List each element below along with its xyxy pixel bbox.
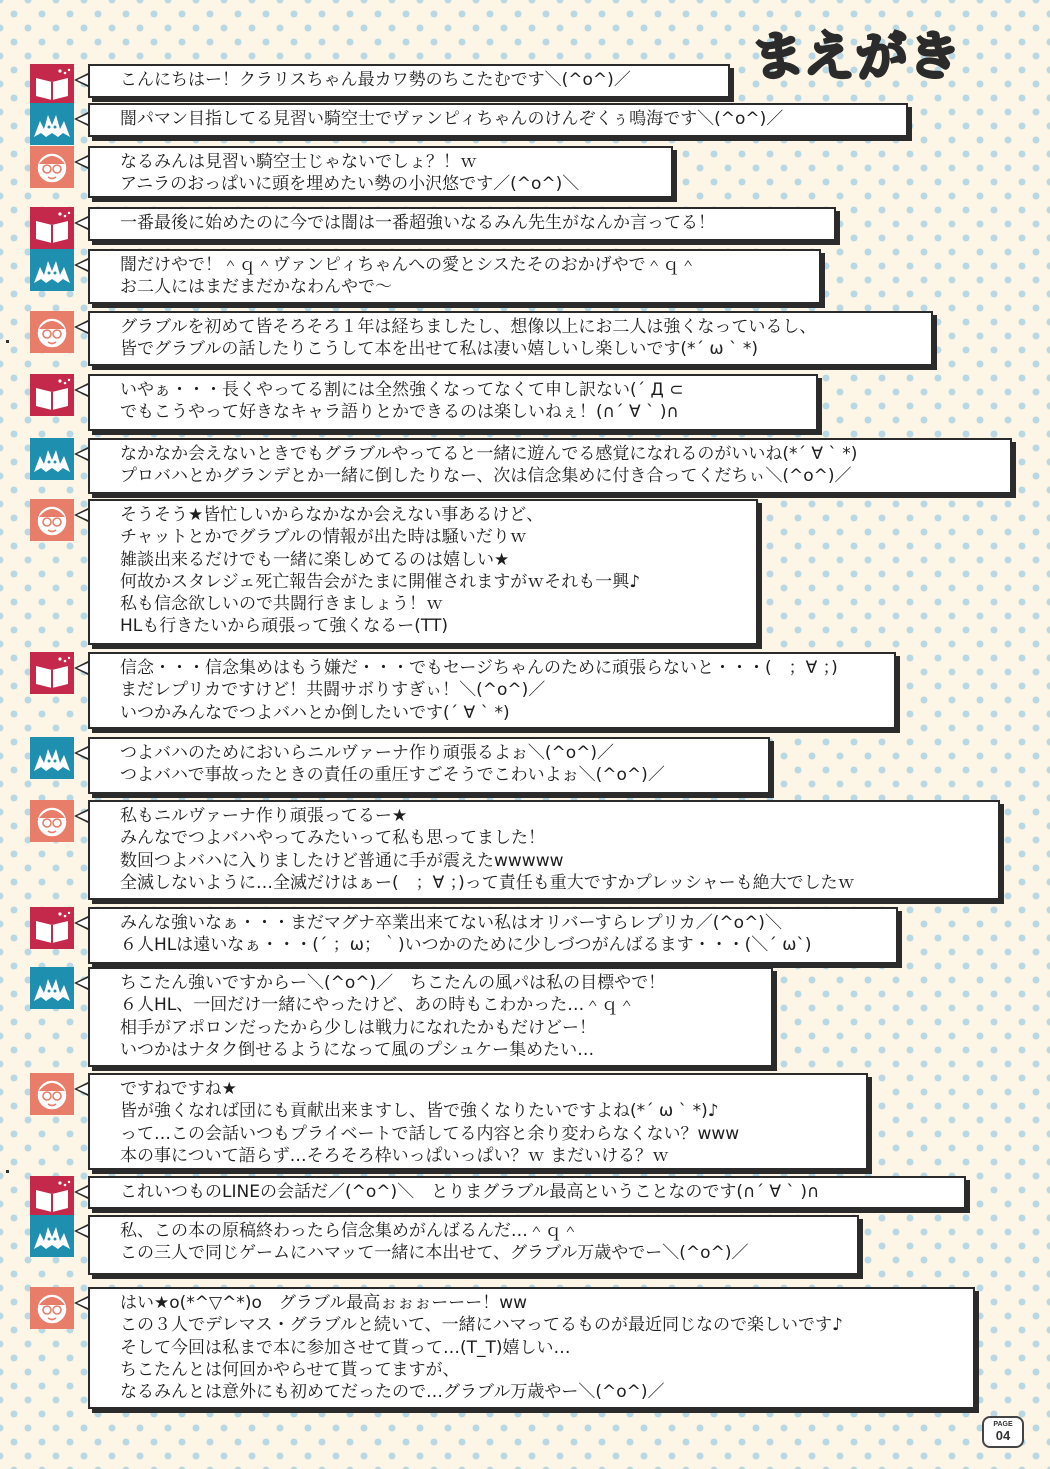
message-line: でもこうやって好きなキャラ語りとかできるのは楽しいねぇ！(∩´ ∀ ` )∩ [120, 402, 679, 423]
bubble-tail [74, 216, 88, 230]
bubble-tail [74, 661, 88, 675]
bubble-tail [74, 258, 88, 272]
speech-bubble [88, 499, 758, 645]
face-icon [30, 800, 74, 842]
page-label: PAGE [993, 1421, 1013, 1428]
message-line: HLも行きたいから頑張って強くなるー(TT) [120, 616, 448, 637]
bubble-tail [74, 1185, 88, 1199]
bubble-tail [74, 916, 88, 930]
message-line: なかなか会えないときでもグラブルやってると一緒に遊んでる感覚になれるのがいいね(*´ ∀ ` *) [120, 444, 858, 464]
message-line: 何故かスタレジェ死亡報告会がたまに開催されますがｗそれも一興♪ [120, 571, 641, 592]
message-line: みんなでつよバハやってみたいって私も思ってました！ [120, 828, 545, 849]
bat-icon [30, 967, 74, 1009]
bat-icon [30, 438, 74, 480]
message-line: まだレプリカですけど！共闘サボりすぎぃ！＼(^o^)／ [120, 680, 546, 701]
bubble-tail [74, 976, 88, 990]
message-line: 相手がアポロンだったから少しは戦力になれたかもだけどー！ [120, 1017, 596, 1038]
message-line: 闇パマン目指してる見習い騎空士でヴァンピィちゃんのけんぞくぅ鳴海です＼(^o^)／ [120, 109, 784, 129]
book-icon [30, 652, 74, 694]
message-line: ですねですね★ [120, 1079, 237, 1099]
binding-mark [6, 1170, 9, 1173]
message-line: この三人で同じゲームにハマッて一緒に本出せて、グラブル万歳やでー＼(^o^)／ [120, 1243, 749, 1264]
bat-icon [30, 103, 74, 145]
speech-bubble [88, 438, 1012, 494]
speech-bubble [88, 967, 773, 1067]
message-line: みんな強いなぁ・・・まだマグナ卒業出来てない私はオリバーすらレプリカ／(^o^)＼ [120, 913, 782, 933]
bubble-tail [74, 1082, 88, 1096]
bat-icon [30, 737, 74, 779]
book-icon [30, 64, 74, 106]
speech-bubble [88, 1287, 975, 1409]
message-line: 数回つよバハに入りましたけど普通に手が震えたwwwww [120, 850, 564, 871]
title-char: ま [749, 24, 808, 90]
speech-bubble [88, 374, 818, 431]
face-icon [30, 1287, 74, 1329]
speech-bubble [88, 249, 821, 304]
message-line: いつかみんなでつよバハとか倒したいです(´ ∀ ` *) [120, 702, 510, 723]
face-icon [30, 499, 74, 541]
speech-bubble [88, 907, 898, 964]
message-line: 闇だけやで！＾ｑ＾ヴァンピィちゃんへの愛とシスたそのおかげやで＾ｑ＾ [120, 255, 697, 275]
speech-bubble [88, 207, 836, 241]
speech-bubble [88, 652, 896, 729]
face-icon [30, 146, 74, 188]
page-title [749, 22, 1012, 92]
bat-icon [30, 1215, 74, 1257]
message-line: ちこたんとは何回かやらせて貰ってますが、 [120, 1359, 460, 1380]
message-line: はい★o(*^▽^*)o グラブル最高ぉぉぉーーー！ww [120, 1293, 527, 1313]
message-line: って…この会話いつもプライベートで話してる内容と余り変わらなくない？www [120, 1123, 740, 1144]
bat-icon [30, 249, 74, 291]
bubble-tail [74, 447, 88, 461]
bubble-tail [74, 809, 88, 823]
message-line: チャットとかでグラブルの情報が出た時は騒いだりｗ [120, 527, 527, 548]
page-number-badge [982, 1416, 1024, 1448]
message-line: 信念・・・信念集めはもう嫌だ・・・でもセージちゃんのために頑張らないと・・・( ；∀ ；) [120, 658, 838, 678]
message-line: そして今回は私まで本に参加させて貰って…(T_T)嬉しい… [120, 1337, 571, 1358]
message-line: グラブルを初めて皆そろそろ１年は経ちましたし、想像以上にお二人は強くなっているし、 [120, 317, 817, 337]
bubble-tail [74, 155, 88, 169]
message-line: 私、この本の原稿終わったら信念集めがんばるんだ…＾ｑ＾ [120, 1221, 579, 1241]
message-line: これいつものLINEの会話だ／(^o^)＼ とりまグラブル最高ということなのです(∩´ ∀ ` )∩ [120, 1182, 820, 1202]
speech-bubble [88, 1176, 966, 1209]
speech-bubble [88, 737, 770, 794]
book-icon [30, 907, 74, 949]
speech-bubble [88, 311, 933, 366]
speech-bubble [88, 800, 1000, 900]
message-line: アニラのおっぱいに頭を埋めたい勢の小沢悠です／(^o^)＼ [120, 174, 580, 195]
book-icon [30, 1176, 74, 1218]
bubble-tail [74, 1296, 88, 1310]
message-line: この３人でデレマス・グラブルと続いて、一緒にハマってるものが最近同じなので楽しいです♪ [120, 1315, 843, 1336]
message-line: つよバハのためにおいらニルヴァーナ作り頑張るよぉ＼(^o^)／ [120, 743, 614, 763]
book-icon [30, 374, 74, 416]
message-line: ちこたん強いですからー＼(^o^)／ ちこたんの風パは私の目標やで！ [120, 973, 666, 993]
bubble-tail [74, 73, 88, 87]
book-icon [30, 207, 74, 249]
bubble-tail [74, 508, 88, 522]
message-line: 皆でグラブルの話したりこうして本を出せて私は凄い嬉しいし楽しいです(*´ ω ` *) [120, 339, 759, 360]
message-line: いやぁ・・・長くやってる割には全然強くなってなくて申し訳ない(´ Д ⊂ [120, 380, 684, 400]
bubble-tail [74, 746, 88, 760]
speech-bubble [88, 1073, 868, 1170]
speech-bubble [88, 64, 730, 98]
message-line: プロバハとかグランデとか一緒に倒したりなー、次は信念集めに付き合ってくだちぃ＼(^o^)／ [120, 466, 852, 487]
bubble-tail [74, 112, 88, 126]
message-line: 私も信念欲しいので共闘行きましょう！ｗ [120, 594, 443, 615]
message-line: そうそう★皆忙しいからなかなか会えない事あるけど、 [120, 505, 544, 525]
face-icon [30, 1073, 74, 1115]
message-line: こんにちはー！クラリスちゃん最カワ勢のちこたむです＼(^o^)／ [120, 70, 631, 90]
message-line: つよバハで事故ったときの責任の重圧すごそうでこわいよぉ＼(^o^)／ [120, 765, 665, 786]
message-line: 雑談出来るだけでも一緒に楽しめてるのは嬉しい★ [120, 549, 510, 570]
message-line: お二人にはまだまだかなわんやで〜 [120, 277, 392, 298]
title-char: え [801, 24, 860, 90]
speech-bubble [88, 1215, 859, 1275]
face-icon [30, 311, 74, 353]
speech-bubble [88, 146, 673, 198]
message-line: 本の事について語らず…そろそろ枠いっぱいっぱい？ｗ まだいける？ｗ [120, 1145, 670, 1166]
page-number: 04 [995, 1428, 1011, 1443]
bubble-tail [74, 320, 88, 334]
message-line: なるみんは見習い騎空士じゃないでしょ？！ｗ [120, 152, 477, 172]
bubble-tail [74, 383, 88, 397]
title-char: が [853, 24, 912, 90]
bubble-tail [74, 1224, 88, 1238]
message-line: ６人HLは遠いなぁ・・・(´ ；ω；｀)いつかのために少しづつがんばるます・・・(＼´ ω`) [120, 935, 812, 956]
message-line: 一番最後に始めたのに今では闇は一番超強いなるみん先生がなんか言ってる！ [120, 213, 715, 233]
message-line: 皆が強くなれば団にも貢献出来ますし、皆で強くなりたいですよね(*´ ω ` *)♪ [120, 1101, 719, 1122]
message-line: ６人HL、一回だけ一緒にやったけど、あの時もこわかった…＾ｑ＾ [120, 995, 636, 1016]
speech-bubble [88, 103, 908, 137]
title-char: き [905, 24, 964, 90]
message-line: 全滅しないように…全滅だけはぁー( ；∀ ；)って責任も重大ですかプレッシャーも絶大でしたｗ [120, 872, 855, 893]
binding-mark [6, 340, 9, 343]
message-line: なるみんとは意外にも初めてだったので…グラブル万歳やー＼(^o^)／ [120, 1382, 665, 1403]
message-line: いつかはナタク倒せるようになって風のプシュケー集めたい… [120, 1039, 595, 1060]
message-line: 私もニルヴァーナ作り頑張ってるー★ [120, 806, 408, 826]
